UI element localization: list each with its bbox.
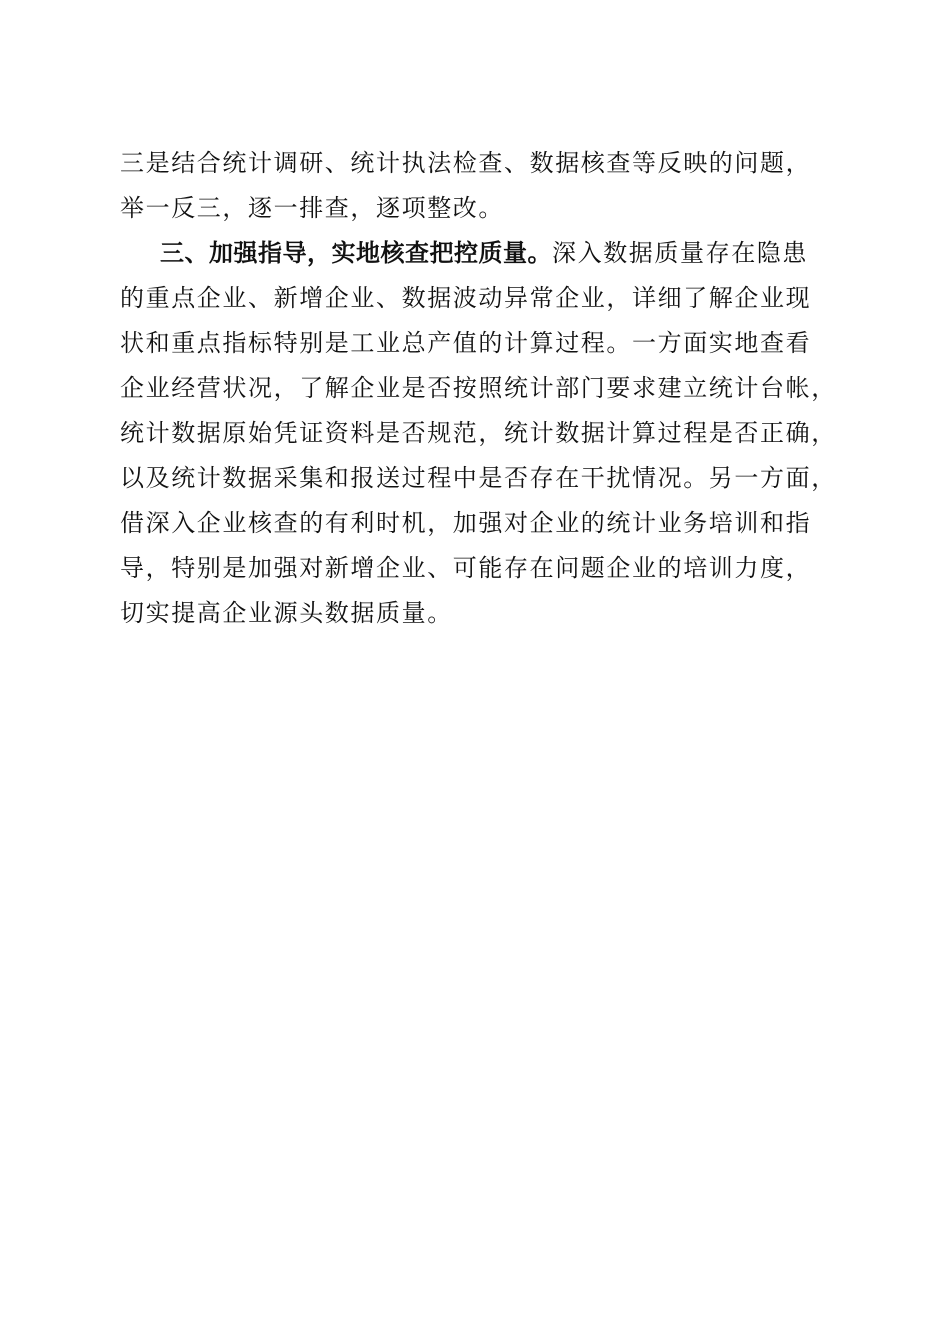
text-line: 企业经营状况，了解企业是否按照统计部门要求建立统计台帐， [120,374,837,402]
text-line: 状和重点指标特别是工业总产值的计算过程。一方面实地查看 [120,329,812,357]
section-heading: 三、加强指导，实地核查把控质量。 [160,239,552,267]
section-heading-line [120,231,830,276]
text-line: 统计数据原始凭证资料是否规范，统计数据计算过程是否正确， [120,419,837,447]
body-text [120,141,837,636]
text-run: 深入数据质量存在隐患 [552,239,808,267]
text-line: 举一反三，逐一排查，逐项整改。 [120,194,504,222]
text-line: 借深入企业核查的有利时机，加强对企业的统计业务培训和指 [120,509,812,537]
text-line: 切实提高企业源头数据质量。 [120,599,453,627]
text-line: 的重点企业、新增企业、数据波动异常企业，详细了解企业现 [120,284,812,312]
text-line: 三是结合统计调研、统计执法检查、数据核查等反映的问题， [120,149,812,177]
text-line: 以及统计数据采集和报送过程中是否存在干扰情况。另一方面， [120,464,837,492]
text-line: 导，特别是加强对新增企业、可能存在问题企业的培训力度， [120,554,812,582]
